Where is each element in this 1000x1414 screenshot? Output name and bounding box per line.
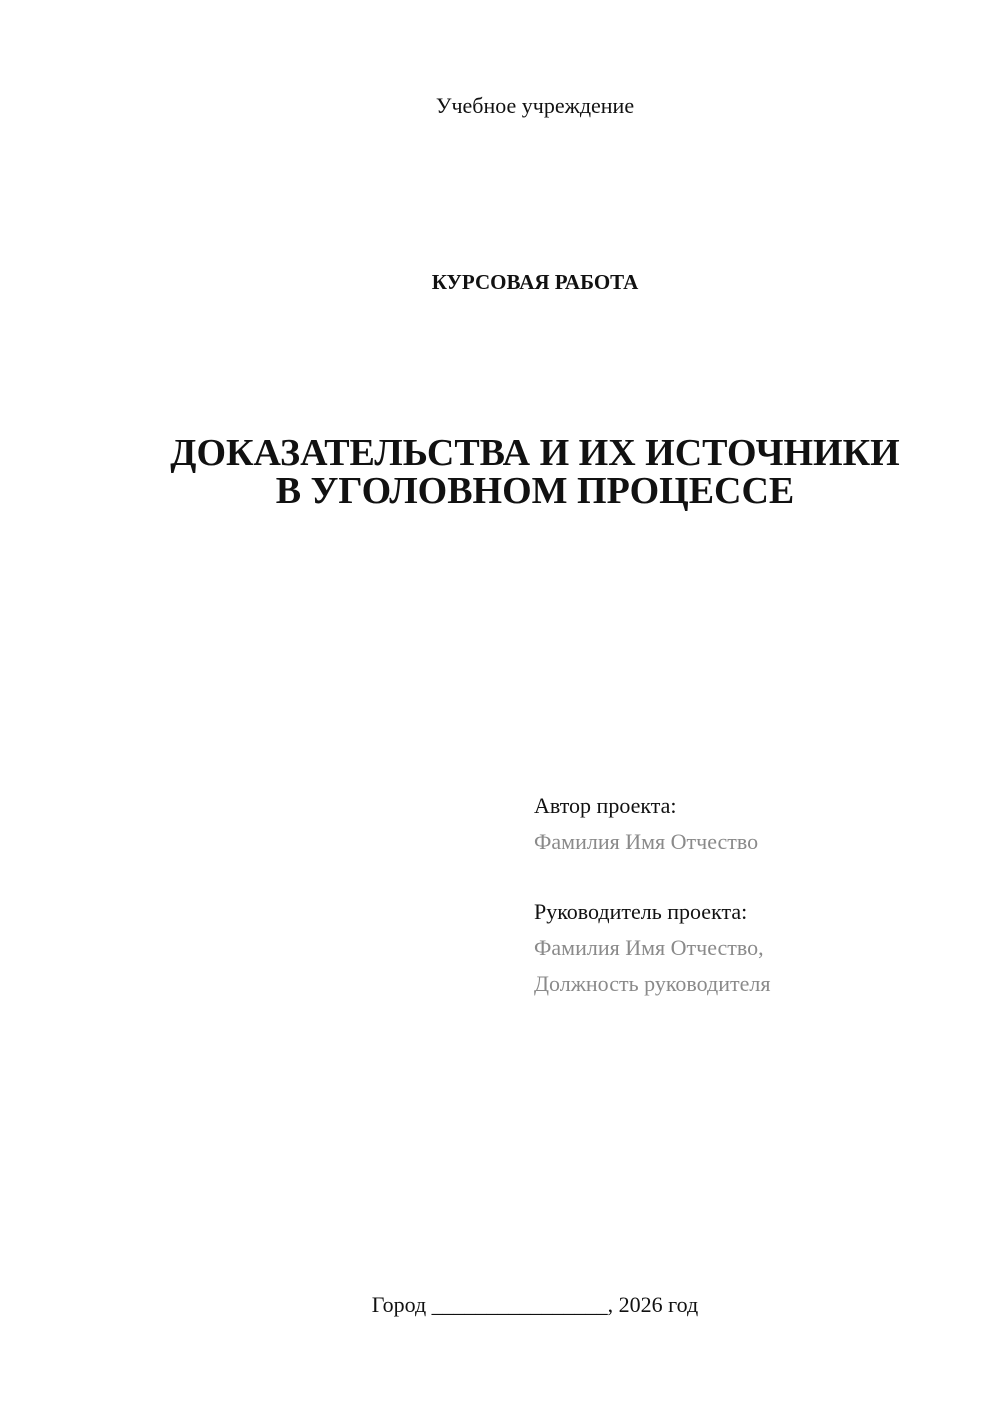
- city-label: Город: [371, 1292, 427, 1317]
- city-blank: ________________: [431, 1292, 608, 1317]
- project-info-block: [534, 788, 770, 1002]
- supervisor-name: Фамилия Имя Отчество,: [534, 935, 764, 960]
- institution-name: Учебное учреждение: [435, 93, 635, 118]
- info-spacer: [534, 860, 770, 894]
- work-type-heading: КУРСОВАЯ РАБОТА: [431, 270, 639, 294]
- author-name: Фамилия Имя Отчество: [534, 829, 759, 854]
- document-title-line-1: ДОКАЗАТЕЛЬСТВА И ИХ ИСТОЧНИКИ: [170, 432, 900, 474]
- document-title-line-2: В УГОЛОВНОМ ПРОЦЕССЕ: [275, 470, 795, 512]
- document-title: [0, 434, 1000, 510]
- supervisor-label: Руководитель проекта:: [534, 899, 748, 924]
- author-label: Автор проекта:: [534, 793, 677, 818]
- supervisor-position: Должность руководителя: [534, 971, 771, 996]
- year-text: , 2026 год: [607, 1292, 699, 1317]
- city-year-line: [0, 1290, 1000, 1320]
